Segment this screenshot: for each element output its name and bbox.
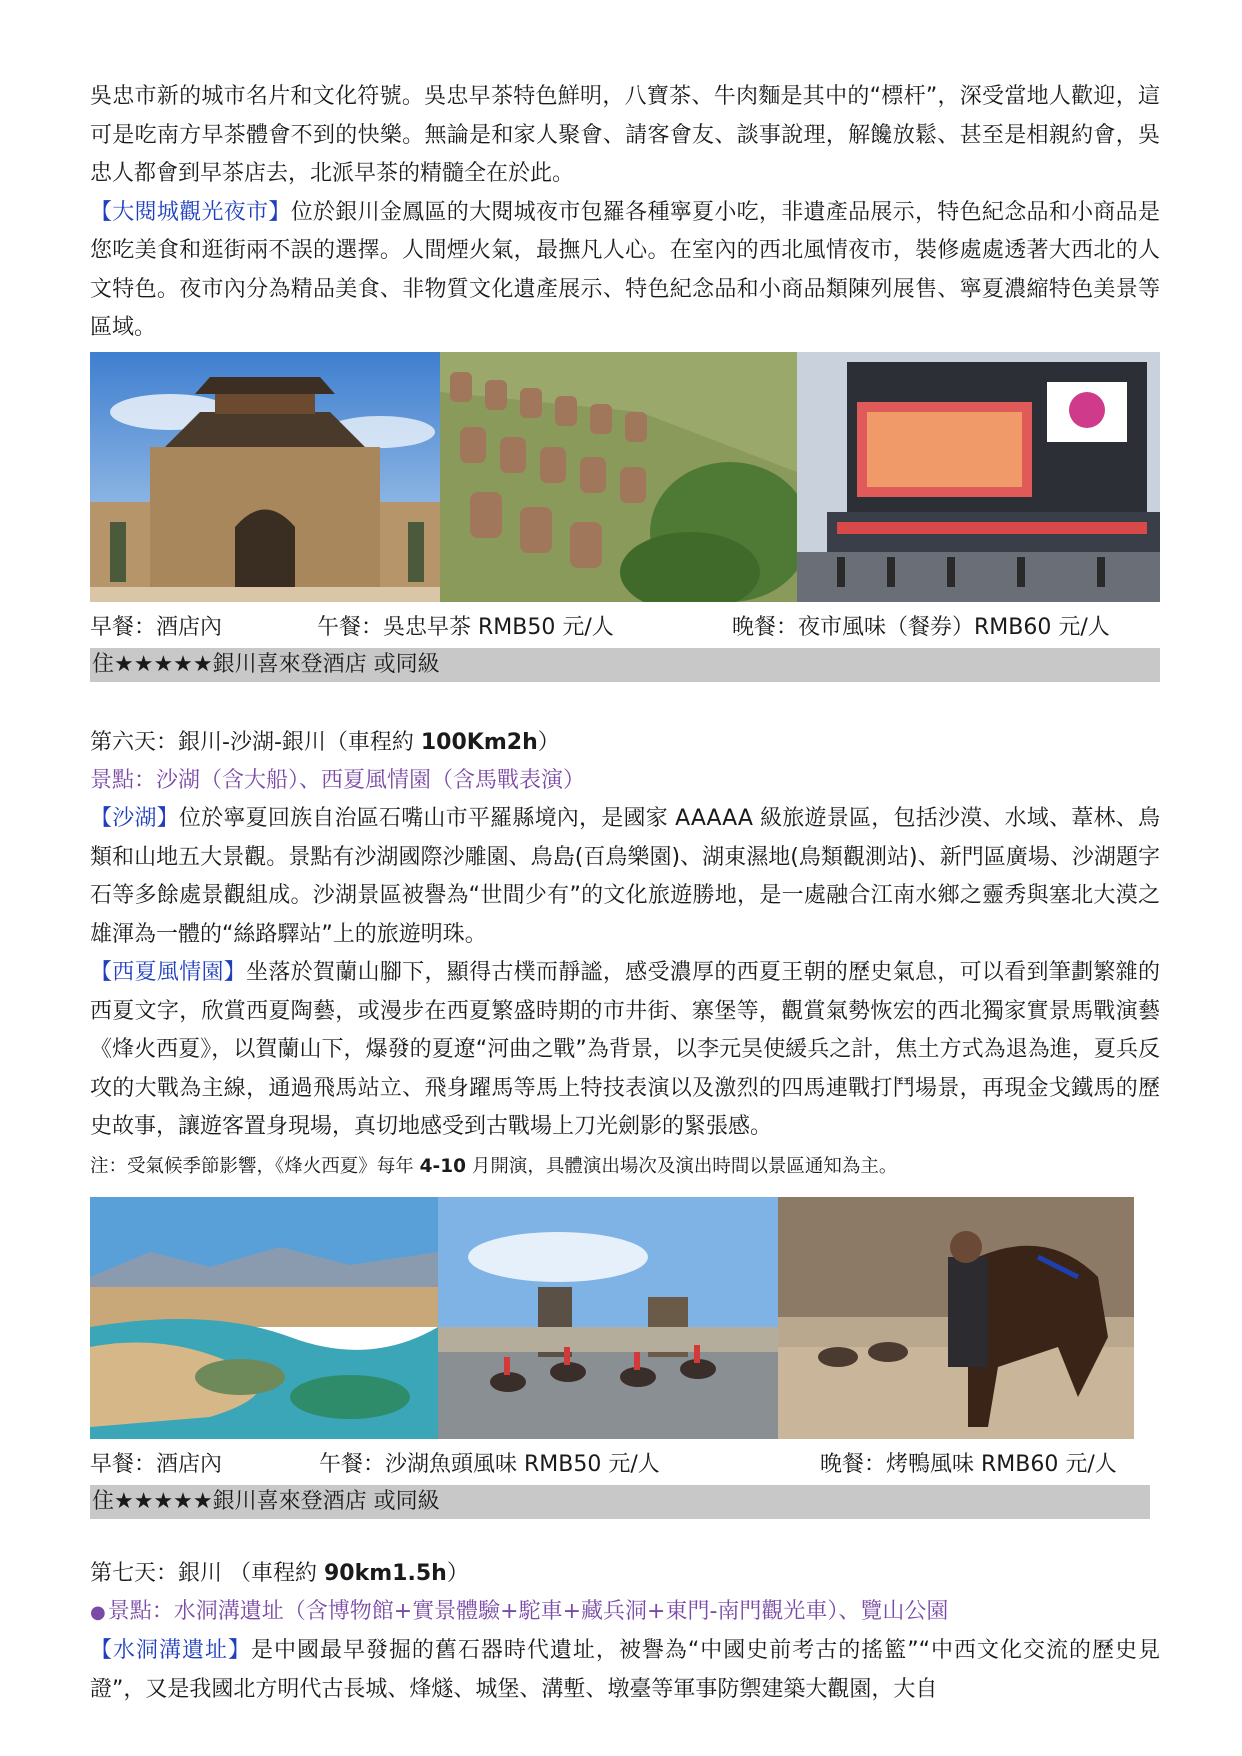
day6-lunch: 午餐：沙湖魚頭風味 RMB50 元/人 [319,1451,660,1477]
shuidonggou-paragraph [90,1632,1160,1709]
xixia-text: 坐落於賀蘭山腳下，顯得古樸而靜謐，感受濃厚的西夏王朝的歷史氣息，可以看到筆劃繁雜的西夏文字，欣賞西夏陶藝，或漫步在西夏繁盛時期的市井街、寨堡等，觀賞氣勢恢宏的西北獨家實景馬戰演藝《烽火西夏》，以賀蘭山下，爆發的夏遼“河曲之戰”為背景，以李元昊使緩兵之計，焦土方式為退為進，夏兵反攻的大戰為主線，通過飛馬站立、飛身躍馬等馬上特技表演以及激烈的四馬連戰打鬥場景，再現金戈鐵馬的歷史故事，讓遊客置身現場，真切地感受到古戰場上刀光劍影的緊張感。 [90,960,1160,1139]
night-market-title: 【大閱城觀光夜市】 [90,199,291,225]
xixia-paragraph [90,954,1160,1147]
xixia-show-photo [438,1197,778,1439]
shahu-title: 【沙湖】 [90,806,179,831]
gate-tower-photo [90,352,440,602]
day7-spots: ●景點：水洞溝遺址（含博物館+實景體驗+駝車+藏兵洞+東門-南門觀光車）、覽山公園 [90,1598,949,1624]
day5-breakfast: 早餐：酒店內 [90,614,223,640]
night-market-text: 位於銀川金鳳區的大閱城夜市包羅各種寧夏小吃，非遺產品展示，特色紀念品和小商品是您吃美食和逛街兩不誤的選擇。人間煙火氣，最撫凡人心。在室內的西北風情夜市，裝修處處透著大西北的人文特色。夜市內分為精品美食、非物質文化遺產展示、特色紀念品和小商品類陳列展售、寧夏濃縮特色美景等區域。 [90,199,1160,340]
day6-hotel-bar: 住★★★★★銀川喜來登酒店 或同級 [90,1485,1150,1519]
day6-breakfast: 早餐：酒店內 [90,1451,223,1477]
day7-title: 第七天：銀川 （車程約 90km1.5h） [90,1560,469,1586]
itinerary-page [90,78,1160,1709]
intro-paragraph: 吳忠市新的城市名片和文化符號。吳忠早茶特色鮮明，八寶茶、牛肉麵是其中的“標杆”，深受當地人歡迎，這可是吃南方早茶體會不到的快樂。無論是和家人聚會、請客會友、談事說理，解饞放鬆、甚至是相親約會，吳忠人都會到早茶店去，北派早茶的精髓全在於此。 [90,84,1160,186]
shuidonggou-title: 【水洞溝遺址】 [90,1638,251,1663]
shuidonggou-text: 是中國最早發掘的舊石器時代遺址，被譽為“中國史前考古的搖籃”“中西文化交流的歷史見證”，又是我國北方明代古長城、烽燧、城堡、溝塹、墩臺等軍事防禦建築大觀園，大自 [90,1638,1160,1702]
pagoda-hill-photo [440,352,797,602]
day5-dinner: 晚餐：夜市風味（餐券）RMB60 元/人 [732,614,1110,640]
xixia-title: 【西夏風情園】 [90,960,247,985]
shahu-text: 位於寧夏回族自治區石嘴山市平羅縣境內，是國家 AAAAA 級旅遊景區，包括沙漠、水域、葦林、鳥類和山地五大景觀。景點有沙湖國際沙雕園、鳥島(百鳥樂園)、湖東濕地(鳥類觀測站)、新門區廣場、沙湖題字石等多餘處景觀組成。沙湖景區被譽為“世間少有”的文化旅遊勝地，是一處融合江南水鄉之靈秀與塞北大漠之雄渾為一體的“絲路驛站”上的旅遊明珠。 [90,806,1160,947]
shahu-paragraph [90,800,1160,954]
day6-photo-row [90,1197,1160,1439]
day5-meals-row [90,608,1160,648]
performance-note: 注：受氣候季節影響，《烽火西夏》每年 4-10 月開演，具體演出場次及演出時間以景區通知為主。 [90,1155,898,1177]
day5-lunch: 午餐：吳忠早茶 RMB50 元/人 [317,614,614,640]
night-market-paragraph [90,194,1160,348]
day5-photo-row [90,352,1160,602]
day6-spots: 景點：沙湖（含大船）、西夏風情園（含馬戰表演） [90,767,586,793]
day5-hotel-bar: 住★★★★★銀川喜來登酒店 或同級 [90,648,1160,682]
night-market-building-photo [797,352,1160,602]
day6-dinner: 晚餐：烤鴨風味 RMB60 元/人 [820,1451,1117,1477]
bullet-dot-icon: ● [90,1601,106,1623]
day6-title: 第六天：銀川-沙湖-銀川（車程約 100Km2h） [90,729,560,755]
sand-lake-aerial-photo [90,1197,438,1439]
horseman-photo [778,1197,1134,1439]
day6-meals-row [90,1445,1160,1485]
